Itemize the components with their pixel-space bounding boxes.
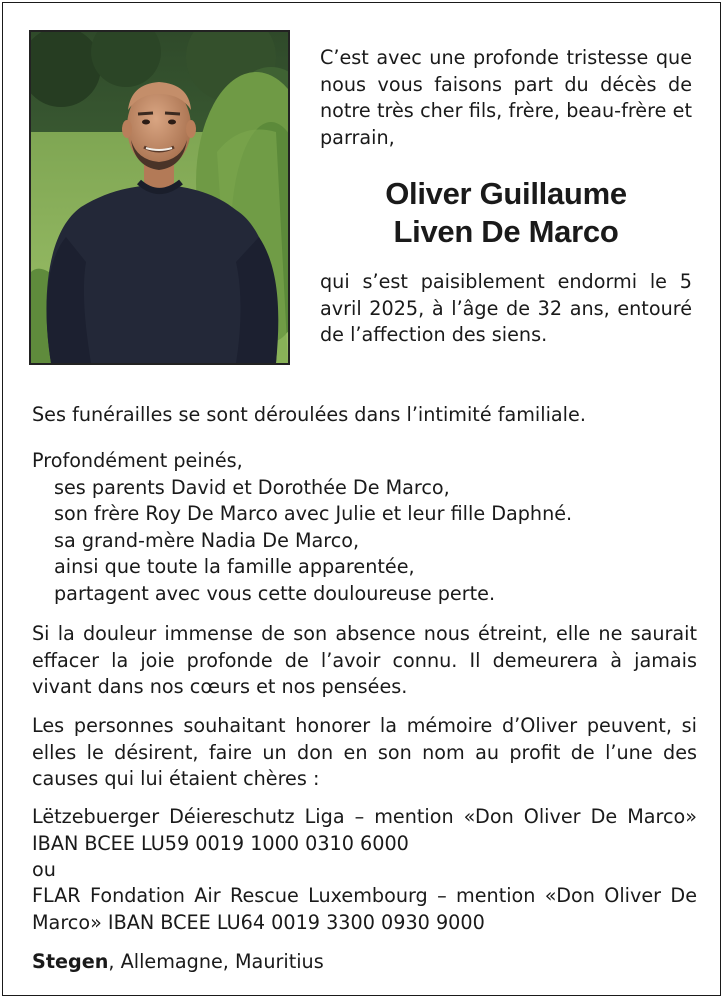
donation-intro-paragraph: Les personnes souhaitant honorer la mémoire d’Oliver peuvent, si elles le désirent, faire un don en son nom au profit de l’une des causes qui lui étaient chères : [32,714,697,790]
mourners-line: partagent avec vous cette douloureuse perte. [54,581,496,605]
donation-option-2: FLAR Fondation Air Rescue Luxembourg – mention «Don Oliver De Marco» IBAN BCEE LU64 0019 3300 0930 9000 [32,884,697,934]
portrait-photo [29,30,290,365]
mourners-line: ainsi que toute la famille apparentée, [54,555,415,578]
donation-or: ou [32,858,56,881]
tribute-paragraph: Si la douleur immense de son absence nous étreint, elle ne saurait effacer la joie profonde de l’avoir connu. Il demeurera à jamais vivant dans nos cœurs et nos pensées. [32,622,697,698]
intro-paragraph: C’est avec une profonde tristesse que nous vous faisons part du décès de notre très cher fils, frère, beau-frère et parrain, [320,46,692,149]
death-notice-paragraph: qui s’est paisiblement endormi le 5 avril 2025, à l’âge de 32 ans, entouré de l’affection des siens. [320,270,692,346]
mourners-line: sa grand-mère Nadia De Marco, [54,528,360,552]
mourners-block [32,448,697,607]
mourners-heading: Profondément peinés, [32,449,243,472]
mourners-line: son frère Roy De Marco avec Julie et leur fille Daphné. [54,502,573,525]
funeral-paragraph: Ses funérailles se sont déroulées dans l’intimité familiale. [32,403,586,426]
places-rest: , Allemagne, Mauritius [108,950,324,973]
places-line [32,949,697,976]
places-bold: Stegen [32,950,109,973]
mourners-line: ses parents David et Dorothée De Marco, [54,475,450,499]
deceased-name-line-1: Oliver Guillaume [385,176,627,211]
deceased-name [310,175,702,251]
deceased-name-line-2: Liven De Marco [393,214,619,249]
donation-option-1: Lëtzebuerger Déiereschutz Liga – mention «Don Oliver De Marco» IBAN BCEE LU59 0019 1000 0310 6000 [32,805,697,855]
